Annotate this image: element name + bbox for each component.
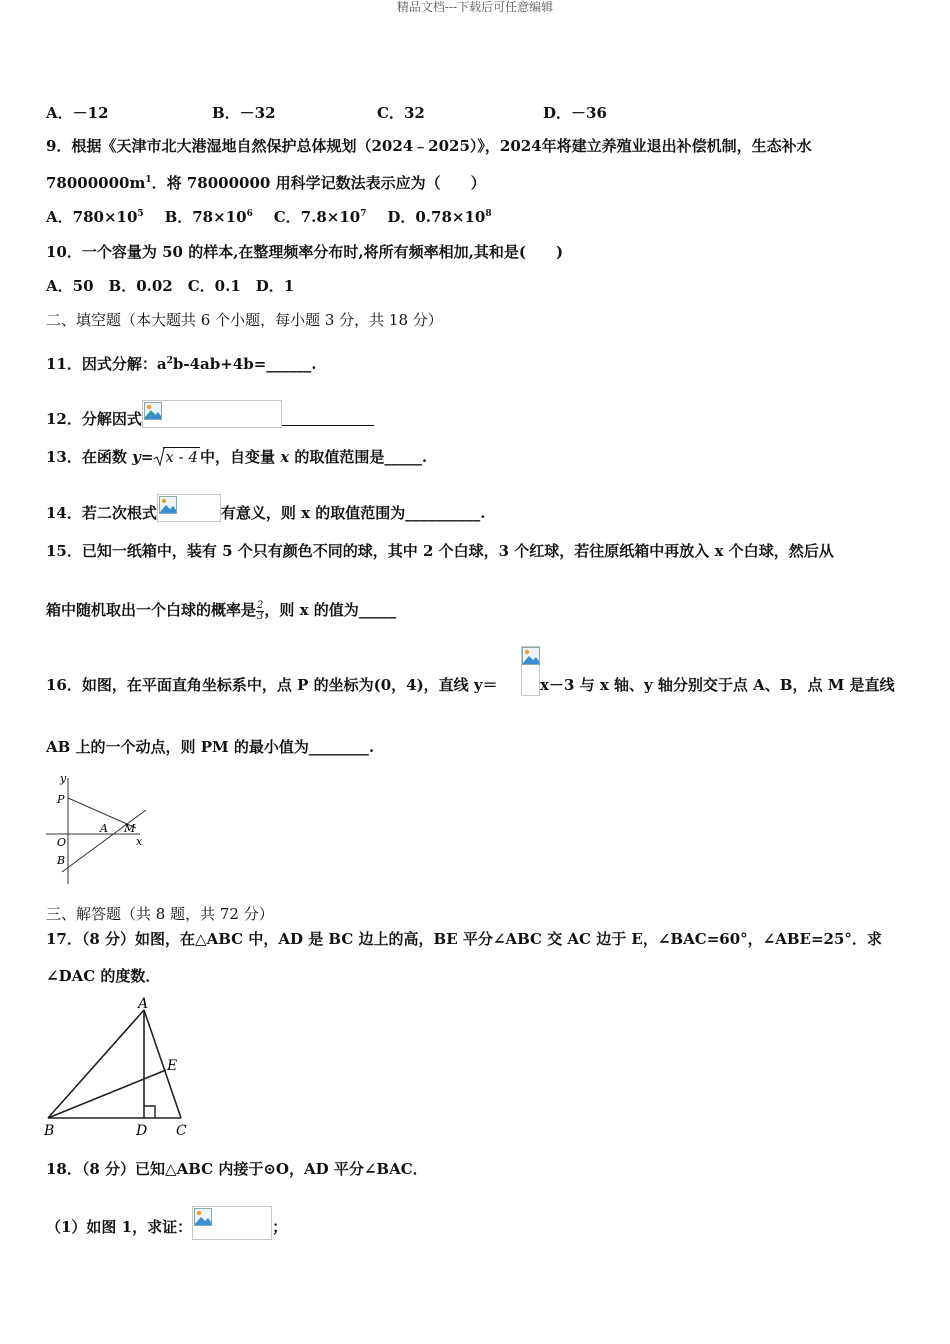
q9-stem-line2: $78000000m^1$．将 78000000 用科学记数法表示应为（ ） [46,174,486,192]
fig17-label-a: A [138,996,149,1012]
q8-option-d: D．－36 [543,104,607,122]
q16-coordinate-figure [40,770,160,888]
q9-option-c: C．$7.8\times 10^7$ [273,208,367,226]
q9-option-b: B．$78\times 10^6$ [164,208,253,226]
section-2-heading: 二、填空题（本大题共 6 个小题，每小题 3 分，共 18 分） [46,311,443,329]
q9-option-d: D．$0.78\times 10^8$ [387,208,492,226]
sqrt-expression: x - 4 [153,447,200,467]
q13: 13．在函数 y= x - 4 中，自变量 x 的取值范围是_____. [46,448,428,466]
q9-stem-line1: 9．根据《天津市北大港湿地自然保护总体规划（2024﹣2025）》，2024年将建立养殖业退出补偿机制，生态补水 [46,137,812,155]
fig17-label-e: E [167,1058,178,1074]
section-3-heading: 三、解答题（共 8 题，共 72 分） [46,905,274,923]
fig17-label-d: D [136,1123,148,1139]
q11: 11．因式分解：$a^2b-4ab+4b=\_\_\_\_\_\_$. [46,355,317,373]
q8-option-b: B．－32 [212,104,276,122]
broken-image-icon [192,1206,272,1240]
q10-stem: 10．一个容量为 50 的样本,在整理频率分布时,将所有频率相加,其和是( ) [46,243,564,261]
broken-image-icon [142,400,282,428]
q17-line2: ∠DAC 的度数． [46,967,161,985]
fig16-label-x: x [136,835,143,848]
q8-option-a: A．－12 [46,104,109,122]
q14: 14．若二次根式 有意义，则 x 的取值范围为__________. [46,494,486,523]
q17-line1: 17．（8 分）如图，在△ABC 中，AD 是 BC 边上的高，BE 平分∠ABC 交 AC 边于 E，∠BAC=60°，∠ABE=25°．求 [46,930,882,948]
q10-options: A．50 B．0.02 C．0.1 D．1 [46,277,295,295]
q17-triangle-figure [40,994,200,1140]
fraction-two-thirds: $\frac{2}{3}$ [257,599,264,622]
q18-line1: 18．（8 分）已知△ABC 内接于⊙O，AD 平分∠BAC． [46,1160,428,1178]
q16-line1a: 16．如图，在平面直角坐标系中，点 P 的坐标为(0，4)，直线 y＝ [46,676,498,694]
fig16-label-a: A [100,822,108,835]
q12: 12．分解因式 [46,400,374,429]
q15-line2: 箱中随机取出一个白球的概率是 $\frac{2}{3}$ ，则 x 的值为_____ [46,599,397,622]
fig16-label-p: P [57,793,65,806]
broken-image-icon [157,494,221,522]
q16-line2: AB 上的一个动点，则 PM 的最小值为________. [46,738,375,756]
q9-option-a: A．$780\times 10^5$ [46,208,144,226]
page-header: 精品文档---下载后可任意编辑 [396,0,554,14]
broken-image-icon [521,646,540,696]
q9-options [46,207,492,227]
fig16-label-o: O [57,836,67,849]
q15-line1: 15．已知一纸箱中，装有 5 个只有颜色不同的球，其中 2 个白球，3 个红球，若往原纸箱中再放入 x 个白球，然后从 [46,542,834,560]
fig16-label-m: M [124,822,136,835]
fig17-label-c: C [176,1123,187,1139]
fig17-label-b: B [44,1123,55,1139]
fig16-label-y: y [60,772,67,785]
q16-line1b: x－3 与 x 轴、y 轴分别交于点 A、B，点 M 是直线 [540,676,895,694]
fig16-label-b: B [57,854,66,867]
q18-part1: （1）如图 1，求证： ； [46,1206,287,1240]
q8-option-c: C．32 [377,104,425,122]
